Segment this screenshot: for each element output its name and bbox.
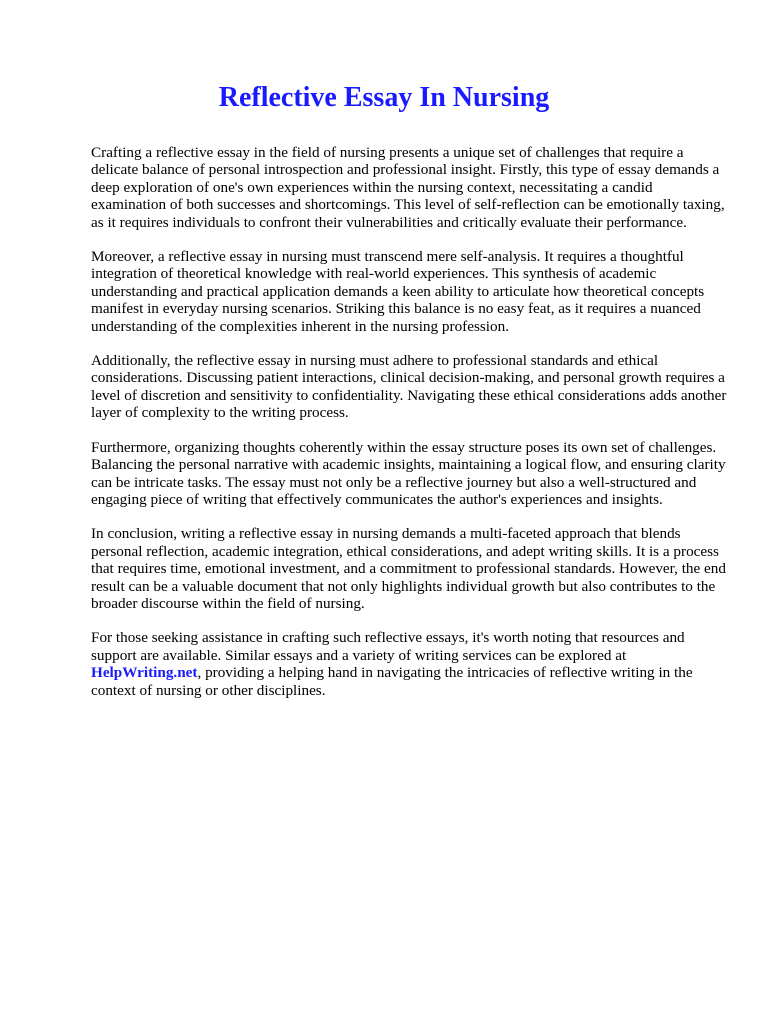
essay-body: [91, 144, 727, 699]
paragraph-1: Crafting a reflective essay in the field of nursing presents a unique set of challenges that require a delicate balance of personal introspection and professional insight. Firstly, this type of essay demands a deep exploration of one's own experiences within the nursing context, necessitating a candid examination of both successes and shortcomings. This level of self-reflection can be emotionally taxing, as it requires individuals to confront their vulnerabilities and critically evaluate their performance.: [91, 144, 725, 231]
helpwriting-link[interactable]: HelpWriting.net: [91, 664, 198, 682]
paragraph-5: In conclusion, writing a reflective essay in nursing demands a multi-faceted approach that blends personal reflection, academic integration, ethical considerations, and adept writing skills. It is a process that requires time, emotional investment, and a commitment to professional standards. However, the end result can be a valuable document that not only highlights individual growth but also contributes to the broader discourse within the field of nursing.: [91, 525, 726, 612]
paragraph-6-before-link: For those seeking assistance in crafting such reflective essays, it's worth noting that resources and support are available. Similar essays and a variety of writing services can be explored at: [91, 629, 685, 664]
paragraph-4: Furthermore, organizing thoughts coherently within the essay structure poses its own set of challenges. Balancing the personal narrative with academic insights, maintaining a logical flow, and ensuring clarity can be intricate tasks. The essay must not only be a reflective journey but also a well-structured and engaging piece of writing that effectively communicates the author's experiences and insights.: [91, 438, 726, 508]
paragraph-6-after-link: , providing a helping hand in navigating the intricacies of reflective writing in the context of nursing or other disciplines.: [91, 664, 693, 699]
paragraph-2: Moreover, a reflective essay in nursing must transcend mere self-analysis. It requires a thoughtful integration of theoretical knowledge with real-world experiences. This synthesis of academic understanding and practical application demands a keen ability to articulate how theoretical concepts manifest in everyday nursing scenarios. Striking this balance is no easy feat, as it requires a nuanced understanding of the complexities inherent in the nursing profession.: [91, 248, 705, 335]
paragraph-3: Additionally, the reflective essay in nursing must adhere to professional standards and ethical considerations. Discussing patient interactions, clinical decision-making, and personal growth requires a level of discretion and sensitivity to confidentiality. Navigating these ethical considerations adds another layer of complexity to the writing process.: [91, 352, 727, 422]
page-title: Reflective Essay In Nursing: [218, 82, 550, 113]
paragraph-6: [91, 629, 727, 699]
